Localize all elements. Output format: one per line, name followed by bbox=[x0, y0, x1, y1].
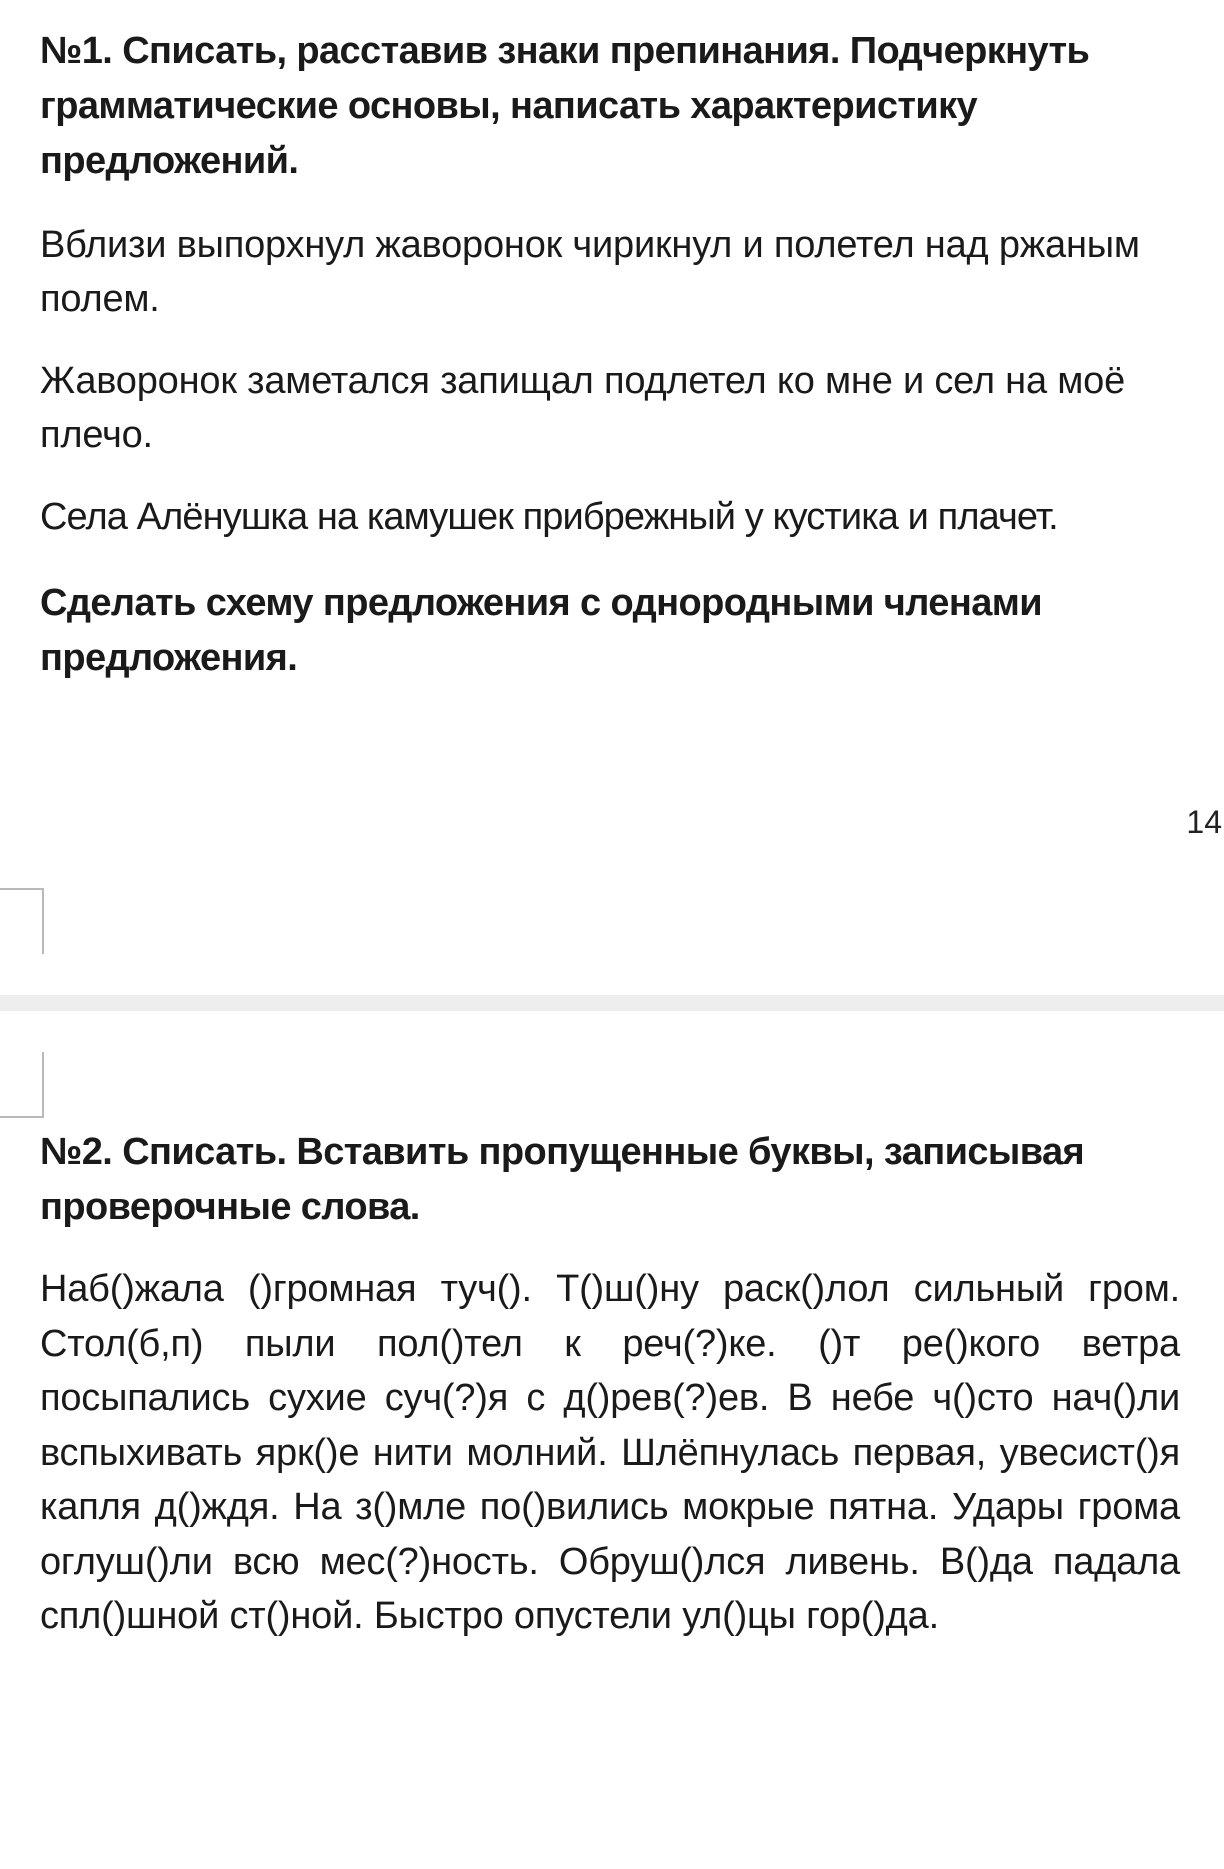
task-1-scheme-instruction: Сделать схему предложения с однородными членами предложения. bbox=[40, 582, 1042, 679]
page-number: 14 bbox=[1186, 804, 1222, 840]
task-2-text: Наб()жала ()громная туч(). Т()ш()ну раск()лол сильный гром. Стол(б,п) пыли пол()тел к реч(?)ке. ()т ре()кого ветра посыпались сухие суч(?)я с д()рев(?)ев. В небе ч()сто нач()ли вспыхивать ярк()е нити молний. Шлёпнулась первая, увесист()я капля д()ждя. На з()мле по()вились мокрые пятна. Удары грома оглуш()ли всю мес(?)ность. Обруш()лся ливень. В()да падала спл()шной ст()ной. Быстро опустели ул()цы гор()да. bbox=[40, 1268, 1180, 1637]
task-1-sentence-2: Жаворонок заметался запищал подлетел ко мне и сел на моё плечо. bbox=[40, 360, 1126, 456]
page-corner-mark-top bbox=[0, 888, 44, 954]
task-1-heading: №1. Списать, расставив знаки препинания. Подчеркнуть грамматические основы, написать характеристику предложений. bbox=[40, 30, 1090, 182]
task-2-heading: №2. Списать. Вставить пропущенные буквы, записывая проверочные слова. bbox=[40, 1131, 1085, 1228]
page-separator bbox=[0, 995, 1224, 1011]
task-1-sentence-1: Вблизи выпорхнул жаворонок чирикнул и полетел над ржаным полем. bbox=[40, 224, 1140, 320]
task-1-sentence-3: Села Алёнушка на камушек прибрежный у кустика и плачет. bbox=[40, 496, 1058, 538]
page-corner-mark-bottom bbox=[0, 1052, 44, 1118]
